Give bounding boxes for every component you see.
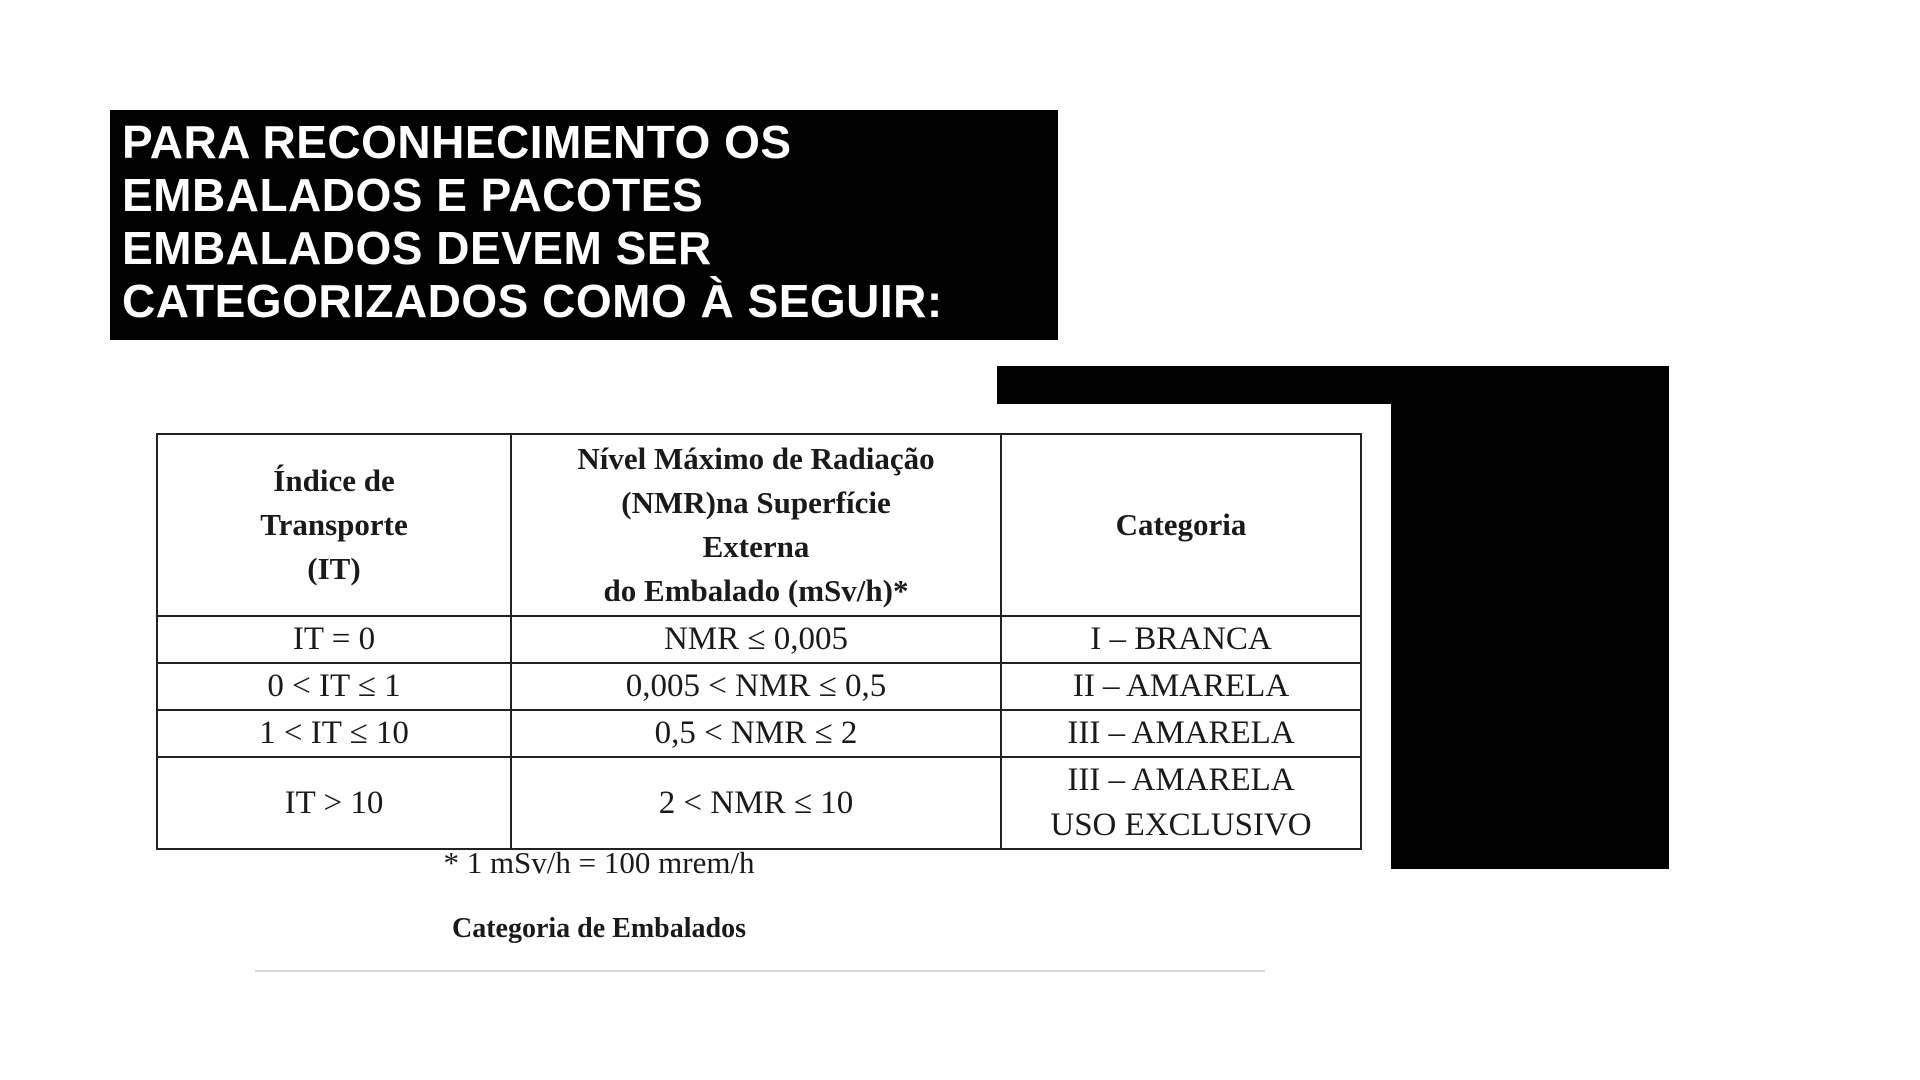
cell-it: 0 < IT ≤ 1 — [157, 663, 511, 710]
header-line: do Embalado (mSv/h)* — [603, 573, 909, 608]
header-line: Transporte — [260, 507, 408, 542]
header-line: Índice de — [273, 463, 395, 498]
title-line: PARA RECONHECIMENTO OS — [122, 116, 792, 168]
cell-nmr: 0,5 < NMR ≤ 2 — [511, 710, 1001, 757]
table-row — [157, 710, 1361, 757]
header-max-radiation-level — [511, 434, 1001, 616]
header-line: (IT) — [307, 551, 361, 586]
title-banner — [110, 110, 1058, 340]
title-line: EMBALADOS DEVEM SER — [122, 222, 712, 274]
category-line: II – AMARELA — [1072, 668, 1290, 704]
category-line: III – AMARELA — [1067, 715, 1295, 751]
category-table — [156, 433, 1362, 850]
figure-caption: Categoria de Embalados — [452, 913, 746, 944]
cell-category — [1001, 710, 1361, 757]
table-row — [157, 757, 1361, 849]
caption-divider — [255, 970, 1265, 972]
cell-it: IT > 10 — [157, 757, 511, 849]
cell-nmr: 2 < NMR ≤ 10 — [511, 757, 1001, 849]
table-header-row — [157, 434, 1361, 616]
cell-category — [1001, 757, 1361, 849]
header-line: Categoria — [1115, 507, 1247, 542]
category-line: I – BRANCA — [1090, 621, 1272, 657]
cell-category — [1001, 616, 1361, 663]
category-table-figure — [156, 433, 1362, 944]
category-line: USO EXCLUSIVO — [1050, 807, 1312, 843]
table-row — [157, 616, 1361, 663]
category-line: III – AMARELA — [1067, 762, 1295, 798]
title-line: EMBALADOS E PACOTES — [122, 169, 704, 221]
cell-nmr: 0,005 < NMR ≤ 0,5 — [511, 663, 1001, 710]
header-category — [1001, 434, 1361, 616]
header-line: (NMR)na Superfície — [621, 485, 891, 520]
cell-nmr: NMR ≤ 0,005 — [511, 616, 1001, 663]
header-line: Nível Máximo de Radiação — [577, 441, 935, 476]
cell-it: 1 < IT ≤ 10 — [157, 710, 511, 757]
title-line: CATEGORIZADOS COMO À SEGUIR: — [122, 275, 943, 327]
header-line: Externa — [702, 529, 810, 564]
decorative-black-block — [1391, 366, 1669, 869]
header-transport-index — [157, 434, 511, 616]
cell-it: IT = 0 — [157, 616, 511, 663]
table-row — [157, 663, 1361, 710]
cell-category — [1001, 663, 1361, 710]
table-footnote: * 1 mSv/h = 100 mrem/h — [443, 845, 755, 880]
